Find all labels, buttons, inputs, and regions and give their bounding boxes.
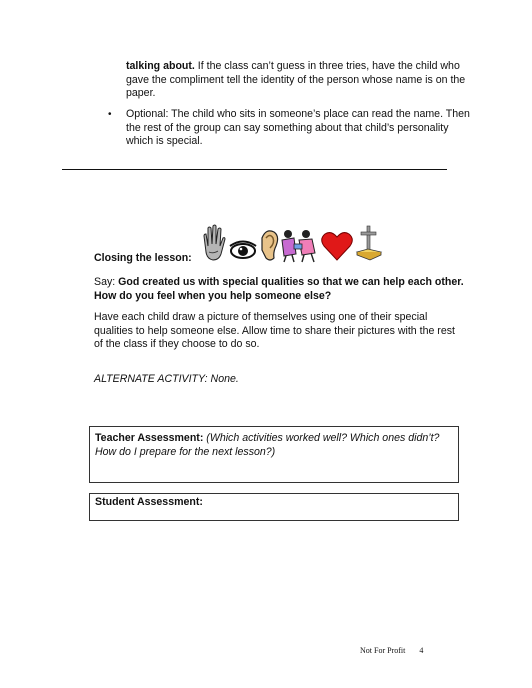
- say-prefix: Say:: [94, 276, 119, 288]
- senses-icon-strip: [200, 224, 390, 264]
- alternate-activity: ALTERNATE ACTIVITY: None.: [94, 373, 239, 385]
- say-text: God created us with special qualities so that we can help each other. How do you feel when you help someone else?: [94, 276, 464, 302]
- page-number: 4: [419, 646, 424, 655]
- heart-icon: [322, 233, 353, 260]
- say-paragraph: [94, 276, 469, 303]
- children-icon: [282, 230, 315, 262]
- page-footer: [360, 646, 423, 655]
- student-assessment-box: [89, 493, 459, 521]
- continuation-text: If the class can’t guess in three tries, have the child who gave the compliment tell the identity of the person whose name is on the paper.: [126, 60, 466, 99]
- closing-instructions: Have each child draw a picture of themselves using one of their special qualities to help someone else. Allow time to share their pictures with the rest of the class if they choose to do so.: [94, 311, 455, 350]
- teacher-assessment-box: [89, 426, 459, 483]
- student-assessment-label: Student Assessment:: [95, 496, 203, 508]
- optional-bullet-text: Optional: The child who sits in someone’s place can read the name. Then the rest of the group can say something about that child’s personality which is special.: [126, 108, 470, 147]
- bullet-marker: •: [108, 109, 112, 120]
- eye-icon: [230, 242, 256, 259]
- footer-text: Not For Profit: [360, 646, 406, 655]
- continuation-paragraph: [126, 60, 466, 101]
- teacher-assessment-prompt: (Which activities worked well? Which ones didn’t? How do I prepare for the next lesson?): [95, 432, 440, 458]
- hand-icon: [204, 225, 225, 260]
- cross-bible-icon: [357, 226, 381, 260]
- teacher-assessment-label: Teacher Assessment:: [95, 432, 204, 444]
- section-divider: [62, 169, 447, 170]
- ear-icon: [262, 231, 278, 260]
- closing-lesson-heading: Closing the lesson:: [94, 252, 192, 264]
- continuation-bold-lead: talking about.: [126, 60, 195, 72]
